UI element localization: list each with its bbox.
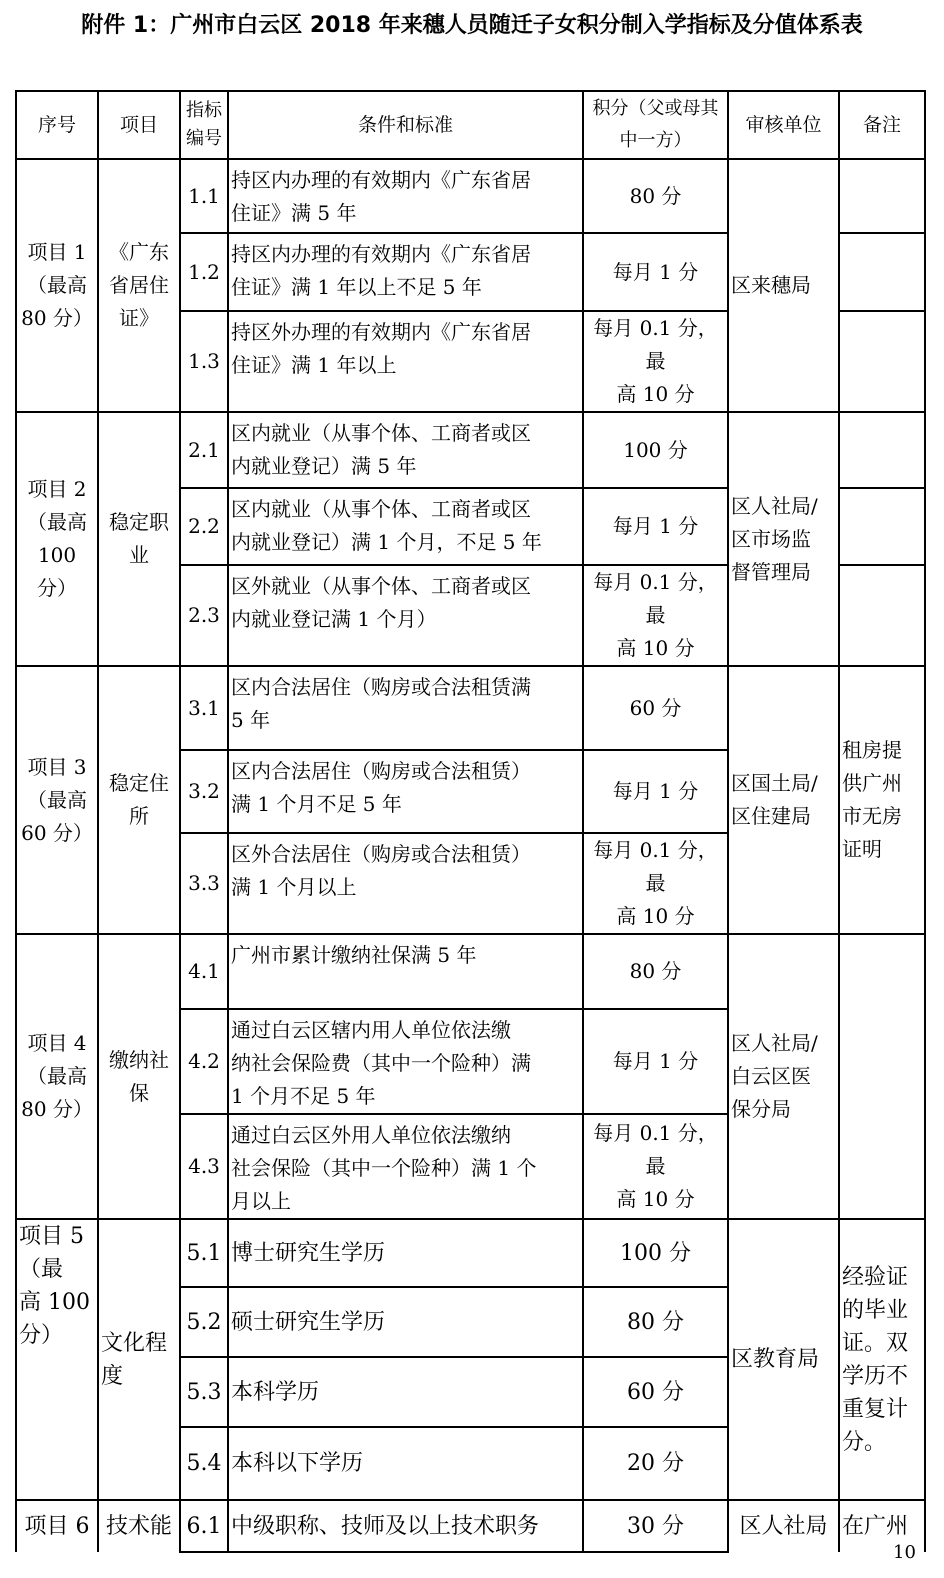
group-seq: 项目 2 （最高 100 分） — [16, 412, 98, 666]
criteria: 区外就业（从事个体、工商者或区 内就业登记满 1 个月） — [228, 565, 583, 666]
indicator-code: 2.3 — [180, 565, 228, 666]
note: 在广州 — [839, 1500, 925, 1552]
note: 经验证 的毕业 证。双 学历不 重复计 分。 — [839, 1219, 925, 1500]
auditor: 区教育局 — [728, 1219, 839, 1500]
auditor: 区人社局/ 白云区医 保分局 — [728, 934, 839, 1219]
indicator-code: 4.1 — [180, 934, 228, 1009]
group-seq: 项目 5 （最 高 100 分） — [16, 1219, 98, 1500]
score: 60 分 — [583, 666, 728, 750]
criteria: 广州市累计缴纳社保满 5 年 — [228, 934, 583, 1009]
header-code: 指标 编号 — [180, 91, 228, 159]
auditor: 区人社局 — [728, 1500, 839, 1552]
indicator-code: 4.2 — [180, 1009, 228, 1114]
header-seq: 序号 — [16, 91, 98, 159]
criteria: 持区外办理的有效期内《广东省居 住证》满 1 年以上 — [228, 311, 583, 412]
score: 每月 0.1 分，最 高 10 分 — [583, 565, 728, 666]
indicator-code: 5.4 — [180, 1427, 228, 1500]
note — [839, 488, 925, 565]
table-row — [16, 1219, 925, 1287]
score: 80 分 — [583, 159, 728, 233]
note — [839, 159, 925, 233]
score: 60 分 — [583, 1357, 728, 1427]
score: 100 分 — [583, 1219, 728, 1287]
indicator-code: 5.2 — [180, 1287, 228, 1357]
indicator-code: 3.2 — [180, 750, 228, 833]
note — [839, 934, 925, 1219]
criteria: 通过白云区外用人单位依法缴纳 社会保险（其中一个险种）满 1 个 月以上 — [228, 1114, 583, 1219]
indicator-code: 6.1 — [180, 1500, 228, 1552]
note — [839, 311, 925, 412]
auditor: 区来穗局 — [728, 159, 839, 412]
group-item: 稳定职 业 — [98, 412, 180, 666]
criteria: 区外合法居住（购房或合法租赁） 满 1 个月以上 — [228, 833, 583, 934]
score: 每月 1 分 — [583, 1009, 728, 1114]
group-seq: 项目 6 — [16, 1500, 98, 1552]
note: 租房提 供广州 市无房 证明 — [839, 666, 925, 934]
criteria: 区内合法居住（购房或合法租赁） 满 1 个月不足 5 年 — [228, 750, 583, 833]
score: 每月 0.1 分，最 高 10 分 — [583, 1114, 728, 1219]
criteria: 通过白云区辖内用人单位依法缴 纳社会保险费（其中一个险种）满 1 个月不足 5 年 — [228, 1009, 583, 1114]
group-seq: 项目 4 （最高 80 分） — [16, 934, 98, 1219]
group-item: 文化程 度 — [98, 1219, 180, 1500]
note — [839, 565, 925, 666]
criteria: 本科以下学历 — [228, 1427, 583, 1500]
score: 每月 0.1 分，最 高 10 分 — [583, 833, 728, 934]
header-score: 积分（父或母其 中一方） — [583, 91, 728, 159]
indicator-code: 5.1 — [180, 1219, 228, 1287]
header-criteria: 条件和标准 — [228, 91, 583, 159]
group-item: 技术能 — [98, 1500, 180, 1552]
criteria: 区内就业（从事个体、工商者或区 内就业登记）满 1 个月，不足 5 年 — [228, 488, 583, 565]
score: 每月 1 分 — [583, 750, 728, 833]
auditor: 区人社局/ 区市场监 督管理局 — [728, 412, 839, 666]
score: 每月 1 分 — [583, 488, 728, 565]
score: 100 分 — [583, 412, 728, 488]
table-row — [16, 666, 925, 750]
table-row — [16, 159, 925, 233]
criteria: 持区内办理的有效期内《广东省居 住证》满 5 年 — [228, 159, 583, 233]
indicator-code: 2.1 — [180, 412, 228, 488]
table-row — [16, 1500, 925, 1552]
criteria: 本科学历 — [228, 1357, 583, 1427]
group-seq: 项目 3 （最高 60 分） — [16, 666, 98, 934]
score: 20 分 — [583, 1427, 728, 1500]
indicator-code: 3.1 — [180, 666, 228, 750]
score: 每月 1 分 — [583, 233, 728, 311]
document-title: 附件 1：广州市白云区 2018 年来穗人员随迁子女积分制入学指标及分值体系表 — [81, 13, 863, 38]
note — [839, 233, 925, 311]
indicator-code: 2.2 — [180, 488, 228, 565]
score: 30 分 — [583, 1500, 728, 1552]
group-item: 《广东 省居住 证》 — [98, 159, 180, 412]
criteria: 持区内办理的有效期内《广东省居 住证》满 1 年以上不足 5 年 — [228, 233, 583, 311]
score: 每月 0.1 分，最 高 10 分 — [583, 311, 728, 412]
indicator-code: 3.3 — [180, 833, 228, 934]
criteria: 博士研究生学历 — [228, 1219, 583, 1287]
table-header-row — [16, 91, 925, 159]
indicator-code: 4.3 — [180, 1114, 228, 1219]
header-note: 备注 — [839, 91, 925, 159]
criteria: 区内就业（从事个体、工商者或区 内就业登记）满 5 年 — [228, 412, 583, 488]
indicator-code: 1.2 — [180, 233, 228, 311]
note — [839, 412, 925, 488]
group-item: 缴纳社 保 — [98, 934, 180, 1219]
header-item: 项目 — [98, 91, 180, 159]
page-number: 10 — [893, 1542, 916, 1563]
group-item: 稳定住 所 — [98, 666, 180, 934]
criteria: 中级职称、技师及以上技术职务 — [228, 1500, 583, 1552]
points-table — [15, 90, 926, 1553]
table-row — [16, 412, 925, 488]
criteria: 区内合法居住（购房或合法租赁满 5 年 — [228, 666, 583, 750]
table-row — [16, 934, 925, 1009]
score: 80 分 — [583, 934, 728, 1009]
indicator-code: 1.3 — [180, 311, 228, 412]
indicator-code: 1.1 — [180, 159, 228, 233]
header-auditor: 审核单位 — [728, 91, 839, 159]
group-seq: 项目 1 （最高 80 分） — [16, 159, 98, 412]
auditor: 区国土局/ 区住建局 — [728, 666, 839, 934]
criteria: 硕士研究生学历 — [228, 1287, 583, 1357]
score: 80 分 — [583, 1287, 728, 1357]
indicator-code: 5.3 — [180, 1357, 228, 1427]
